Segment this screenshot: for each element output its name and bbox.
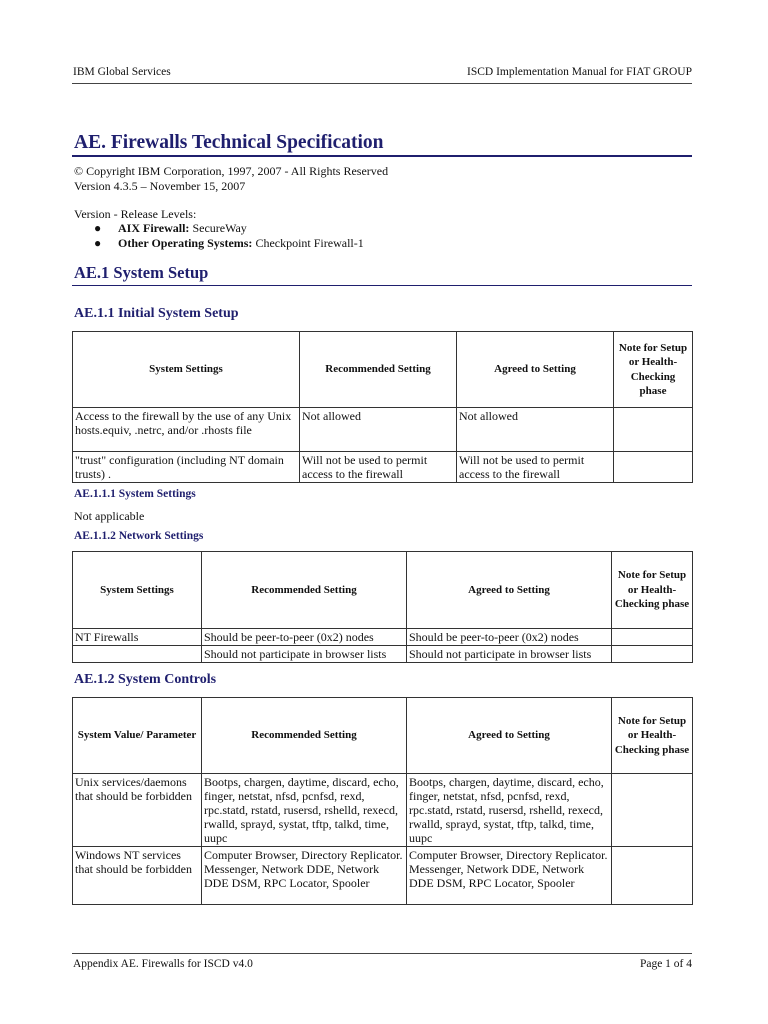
table-cell: Will not be used to permit access to the firewall — [300, 452, 457, 483]
table-cell: Should not participate in browser lists — [202, 646, 407, 663]
copyright-line: © Copyright IBM Corporation, 1997, 2007 - All Rights Reserved — [74, 164, 389, 178]
release-levels-label: Version - Release Levels: — [74, 207, 197, 221]
table-cell: "trust" configuration (including NT domain trusts) . — [73, 452, 300, 483]
subsection-heading-system-controls: AE.1.2 System Controls — [74, 672, 217, 687]
table-row — [73, 847, 693, 905]
table-cell: Computer Browser, Directory Replicator. Messenger, Network DDE, Network DDE DSM, RPC Locator, Spooler — [202, 847, 407, 905]
not-applicable-text: Not applicable — [74, 509, 145, 523]
table-header-row — [73, 332, 693, 408]
header-rule — [72, 83, 692, 84]
section-rule — [72, 285, 692, 286]
column-header: Recommended Setting — [202, 698, 407, 774]
table-header-row — [73, 552, 693, 629]
table-cell: Bootps, chargen, daytime, discard, echo, finger, netstat, nfsd, pcnfsd, rexd, rpc.statd, rstatd, rusersd, rshelld, rexecd, rwalld, sprayd, systat, tftp, talkd, time, uupc — [407, 774, 612, 847]
column-header: System Settings — [73, 552, 202, 629]
header-left: IBM Global Services — [73, 66, 171, 78]
table-header-row — [73, 698, 693, 774]
subheading-network-settings: AE.1.1.2 Network Settings — [74, 530, 204, 542]
table-row — [73, 452, 693, 483]
table-cell — [614, 408, 693, 452]
document-title: AE. Firewalls Technical Specification — [74, 132, 384, 153]
table-cell: NT Firewalls — [73, 629, 202, 646]
initial-setup-table — [72, 331, 693, 483]
bullet-dot-icon: ● — [94, 221, 102, 235]
table-cell: Not allowed — [457, 408, 614, 452]
table-cell: Not allowed — [300, 408, 457, 452]
table-cell: Should not participate in browser lists — [407, 646, 612, 663]
table-cell — [73, 646, 202, 663]
column-header: Note for Setup or Health-Checking phase — [614, 332, 693, 408]
subsection-heading-initial-setup: AE.1.1 Initial System Setup — [74, 306, 239, 321]
table-cell: Should be peer-to-peer (0x2) nodes — [407, 629, 612, 646]
table-row — [73, 629, 693, 646]
table-cell: Computer Browser, Directory Replicator. Messenger, Network DDE, Network DDE DSM, RPC Locator, Spooler — [407, 847, 612, 905]
table-row — [73, 774, 693, 847]
table-cell — [614, 452, 693, 483]
footer-left: Appendix AE. Firewalls for ISCD v4.0 — [73, 958, 253, 970]
column-header: System Settings — [73, 332, 300, 408]
column-header: Note for Setup or Health-Checking phase — [612, 698, 693, 774]
column-header: System Value/ Parameter — [73, 698, 202, 774]
system-controls-table — [72, 697, 693, 905]
column-header: Agreed to Setting — [407, 552, 612, 629]
page-number: Page 1 of 4 — [639, 958, 692, 970]
header-right: ISCD Implementation Manual for FIAT GROUP — [467, 66, 692, 78]
page-footer — [72, 958, 692, 976]
table-cell: Bootps, chargen, daytime, discard, echo, finger, netstat, nfsd, pcnfsd, rexd, rpc.statd, rstatd, rusersd, rshelld, rexecd, rwalld, sprayd, systat, tftp, talkd, time, uupc — [202, 774, 407, 847]
bullet-item: ● Other Operating Systems: Checkpoint Firewall-1 — [94, 236, 364, 250]
column-header: Agreed to Setting — [457, 332, 614, 408]
table-cell — [612, 629, 693, 646]
table-cell — [612, 774, 693, 847]
table-row — [73, 408, 693, 452]
table-cell: Access to the firewall by the use of any Unix hosts.equiv, .netrc, and/or .rhosts file — [73, 408, 300, 452]
table-cell: Unix services/daemons that should be forbidden — [73, 774, 202, 847]
table-cell: Windows NT services that should be forbidden — [73, 847, 202, 905]
bullet-dot-icon: ● — [94, 236, 102, 250]
section-heading: AE.1 System Setup — [74, 263, 209, 282]
table-cell — [612, 847, 693, 905]
column-header: Note for Setup or Health-Checking phase — [612, 552, 693, 629]
title-rule — [72, 155, 692, 157]
table-row — [73, 646, 693, 663]
bullet-item: ● AIX Firewall: SecureWay — [94, 221, 247, 235]
version-line: Version 4.3.5 – November 15, 2007 — [74, 179, 246, 193]
column-header: Recommended Setting — [202, 552, 407, 629]
table-cell — [612, 646, 693, 663]
table-cell: Will not be used to permit access to the firewall — [457, 452, 614, 483]
footer-rule — [72, 953, 692, 954]
column-header: Recommended Setting — [300, 332, 457, 408]
table-cell: Should be peer-to-peer (0x2) nodes — [202, 629, 407, 646]
page-header — [72, 66, 692, 84]
column-header: Agreed to Setting — [407, 698, 612, 774]
subheading-system-settings: AE.1.1.1 System Settings — [74, 488, 196, 500]
network-settings-table — [72, 551, 693, 663]
